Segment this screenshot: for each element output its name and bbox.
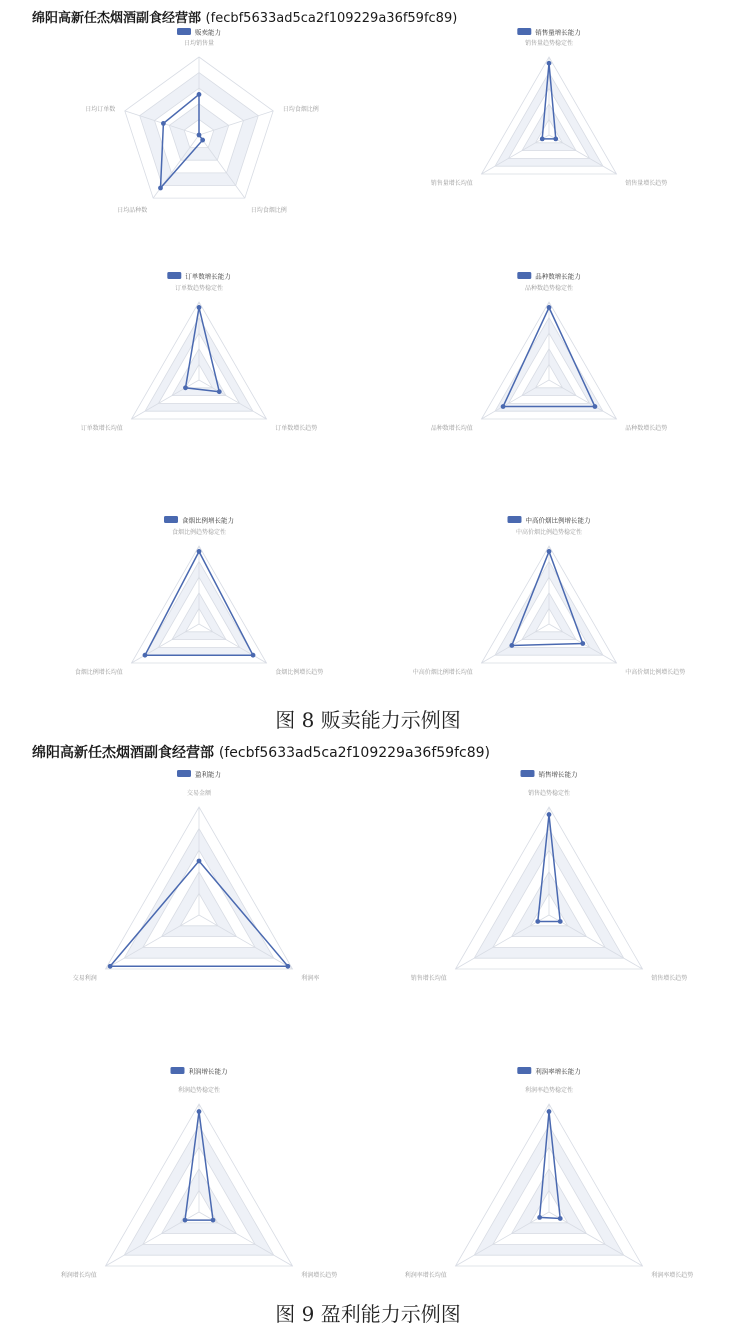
- radar-indicator-label: 销售增长均值: [410, 975, 447, 982]
- legend-swatch: [517, 28, 531, 35]
- legend-swatch: [517, 272, 531, 279]
- radar-indicator-label: 食烟比例增长趋势: [275, 669, 324, 676]
- legend-label: 盈利能力: [195, 770, 221, 779]
- radar-indicator-label: 日均食烟比例: [282, 105, 319, 113]
- radar-indicator-label: 销售增长趋势: [651, 975, 688, 982]
- radar-data-point: [158, 186, 163, 191]
- radar-indicator-label: 销售量趋势稳定性: [524, 40, 574, 47]
- radar-data-point: [143, 653, 148, 658]
- legend-swatch: [167, 272, 181, 279]
- section-2-store-name: 绵阳高新任杰烟酒副食经营部: [32, 745, 214, 761]
- radar-data-point: [593, 404, 598, 409]
- radar-chart-9: [61, 1067, 337, 1280]
- radar-indicator-label: 利润率增长均值: [404, 1272, 447, 1279]
- legend-label: 贩卖能力: [195, 28, 221, 37]
- radar-data-point: [547, 1109, 552, 1114]
- radar-indicator-label: 食烟比例增长均值: [74, 669, 123, 676]
- radar-data-point: [197, 1109, 202, 1114]
- legend-swatch: [177, 770, 191, 777]
- figure-8-caption: 图 8 贩卖能力示例图: [275, 708, 461, 732]
- radar-indicator-label: 利润增长均值: [60, 1272, 97, 1279]
- legend-label: 订单数增长能力: [185, 272, 231, 281]
- radar-data-point: [183, 1218, 188, 1223]
- radar-indicator-label: 日均订单数: [85, 105, 116, 113]
- radar-data-point: [197, 133, 202, 138]
- radar-data-point: [558, 1216, 563, 1221]
- section-1-store-id: (fecbf5633ad5ca2f109229a36f59fc89): [205, 11, 458, 26]
- radar-indicator-label: 中高价烟比例增长均值: [412, 669, 473, 676]
- radar-indicator-label: 交易利润: [72, 975, 97, 982]
- radar-indicator-label: 利润率增长趋势: [651, 1272, 694, 1279]
- radar-indicator-label: 品种数增长均值: [430, 425, 473, 432]
- radar-indicator-label: 品种数增长趋势: [625, 425, 668, 432]
- section-2-store-id: (fecbf5633ad5ca2f109229a36f59fc89): [218, 745, 490, 761]
- radar-indicator-label: 品种数趋势稳定性: [524, 285, 574, 292]
- radar-data-point: [183, 385, 188, 390]
- radar-data-point: [547, 812, 552, 817]
- legend-label: 食烟比例增长能力: [182, 516, 234, 525]
- radar-data-point: [197, 859, 202, 864]
- radar-indicator-label: 订单数增长均值: [80, 425, 123, 432]
- legend-swatch: [177, 28, 191, 35]
- radar-indicator-label: 销售量增长均值: [430, 180, 473, 187]
- radar-data-point: [197, 305, 202, 310]
- radar-data-point: [197, 92, 202, 97]
- radar-data-point: [211, 1218, 216, 1223]
- radar-indicator-label: 日均销售量: [183, 40, 215, 47]
- legend-label: 销售增长能力: [538, 770, 578, 779]
- legend-swatch: [171, 1067, 185, 1074]
- radar-indicator-label: 日均品种数: [117, 207, 148, 215]
- radar-data-point: [547, 61, 552, 66]
- figure-9-caption: 图 9 盈利能力示例图: [275, 1302, 461, 1326]
- radar-chart-8: [411, 770, 687, 983]
- radar-data-point: [197, 549, 202, 554]
- radar-data-point: [285, 964, 290, 969]
- radar-chart-10: [405, 1067, 693, 1280]
- radar-data-point: [161, 121, 166, 126]
- radar-indicator-label: 销售量增长趋势: [625, 180, 668, 187]
- legend-swatch: [517, 1067, 531, 1074]
- radar-chart-4: [431, 272, 667, 433]
- radar-data-point: [501, 404, 506, 409]
- legend-swatch: [508, 516, 522, 523]
- legend-swatch: [521, 770, 535, 777]
- radar-indicator-label: 销售趋势稳定性: [527, 790, 571, 797]
- radar-indicator-label: 食烟比例趋势稳定性: [171, 529, 227, 536]
- legend-swatch: [164, 516, 178, 523]
- legend-label: 销售量增长能力: [535, 28, 581, 37]
- radar-indicator-label: 利润增长趋势: [301, 1272, 338, 1279]
- legend-label: 利润率增长能力: [535, 1067, 581, 1076]
- radar-data-point: [558, 919, 563, 924]
- radar-data-point: [108, 964, 113, 969]
- radar-data-point: [547, 305, 552, 310]
- radar-chart-2: [431, 28, 667, 188]
- radar-data-point: [200, 138, 205, 143]
- radar-data-point: [535, 919, 540, 924]
- section-1-store-name: 绵阳高新任杰烟酒副食经营部: [32, 11, 202, 26]
- radar-data-point: [509, 643, 514, 648]
- radar-data-point: [217, 389, 222, 394]
- radar-indicator-label: 日均食烟比例: [250, 207, 287, 215]
- radar-data-point: [540, 137, 545, 142]
- radar-indicator-label: 利润率: [301, 975, 320, 982]
- radar-data-point: [537, 1215, 542, 1220]
- radar-indicator-label: 中高价烟比例增长趋势: [625, 669, 686, 676]
- radar-indicator-label: 订单数增长趋势: [275, 425, 318, 432]
- radar-indicator-label: 交易金额: [186, 790, 212, 797]
- radar-chart-3: [81, 272, 317, 433]
- radar-chart-7: [73, 770, 319, 983]
- legend-label: 中高价烟比例增长能力: [525, 516, 591, 525]
- radar-indicator-label: 利润率趋势稳定性: [524, 1087, 574, 1094]
- radar-chart-5: [75, 516, 323, 677]
- radar-chart-6: [413, 516, 685, 677]
- legend-label: 品种数增长能力: [535, 272, 581, 281]
- radar-chart-1: [85, 28, 318, 215]
- radar-data-point: [580, 641, 585, 646]
- radar-indicator-label: 订单数趋势稳定性: [174, 285, 224, 292]
- radar-data-point: [547, 549, 552, 554]
- radar-data-point: [553, 137, 558, 142]
- legend-label: 利润增长能力: [188, 1067, 228, 1076]
- radar-indicator-label: 利润趋势稳定性: [177, 1087, 221, 1094]
- radar-indicator-label: 中高价烟比例趋势稳定性: [515, 529, 583, 536]
- radar-data-point: [251, 653, 256, 658]
